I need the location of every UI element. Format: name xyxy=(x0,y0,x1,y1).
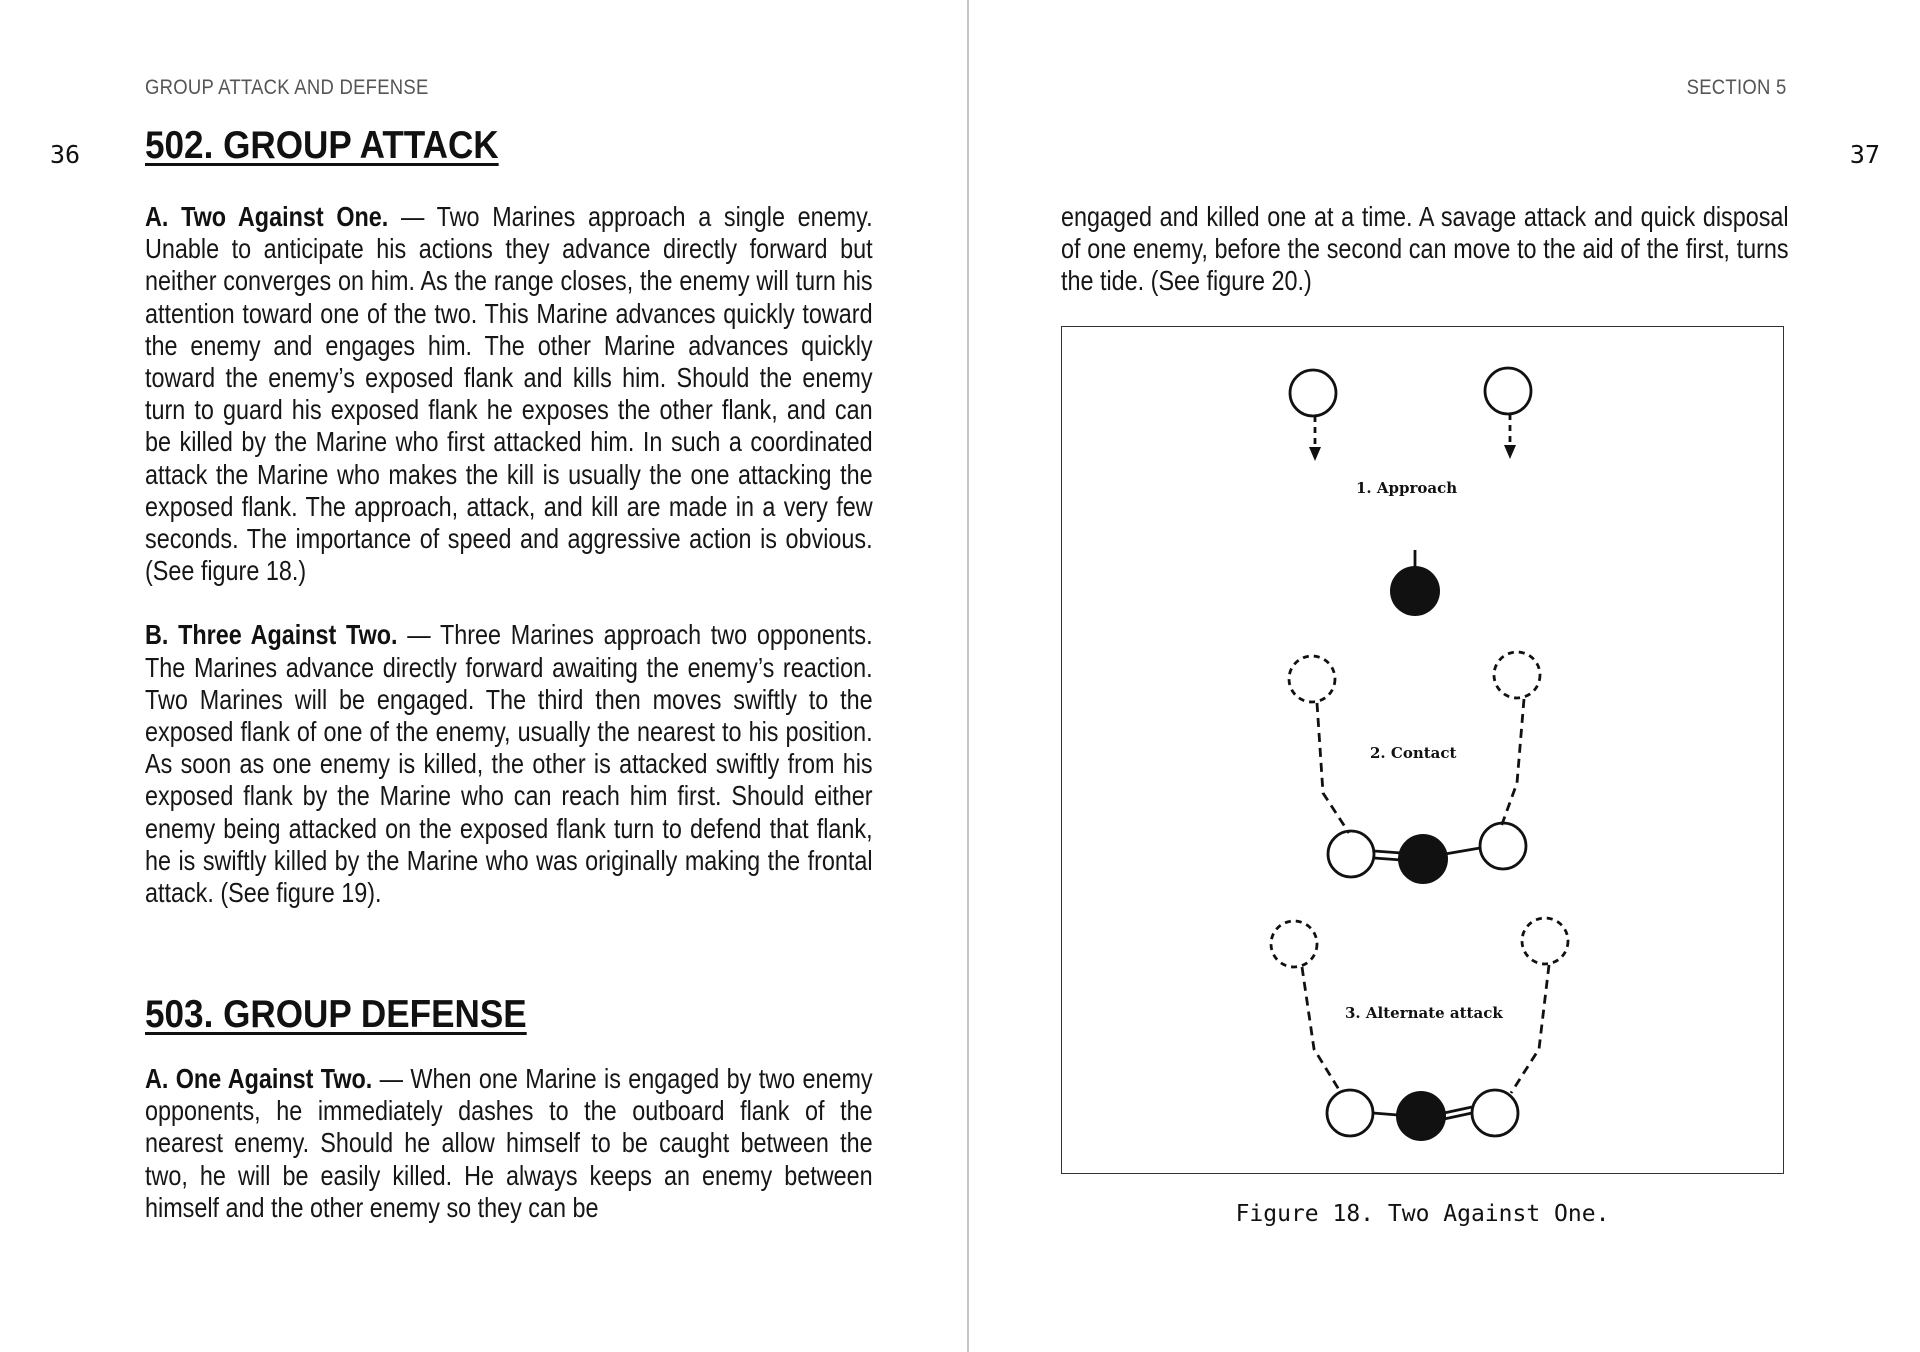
running-head-right: SECTION 5 xyxy=(1687,76,1787,99)
paragraph-two-against-one xyxy=(145,201,873,587)
page-number-right: 37 xyxy=(1849,140,1880,169)
page-divider xyxy=(967,0,969,1352)
paragraph-text: — Three Marines approach two opponents. The Marines advance directly forward awaiting the enemy’s reaction. Two Marines will be engaged. The third then moves swiftly to the exposed flank of one of the enemy, usually the nearest to his position. As soon as one enemy is killed, the other is attacked swiftly from his exposed flank by the Marine who can reach him first. Should either enemy being attacked on the exposed flank turn to defend that flank, he is swiftly killed by the Marine who was originally making the frontal attack. (See figure 19). xyxy=(145,619,873,909)
marine-start-1-icon xyxy=(1289,656,1335,702)
figure-caption: Figure 18. Two Against One. xyxy=(1235,1201,1610,1227)
marine-2-alt-icon xyxy=(1472,1090,1518,1136)
page-number-left: 36 xyxy=(50,140,81,169)
arrow-head-2 xyxy=(1504,445,1516,459)
enemy-alt-icon xyxy=(1396,1091,1446,1141)
section-502-heading: 502. GROUP ATTACK xyxy=(145,124,499,167)
section-503-body xyxy=(145,1063,873,1224)
marine-alt-start-1-icon xyxy=(1271,921,1317,967)
paragraph-lead: A. Two Against One. xyxy=(145,201,389,232)
paragraph-lead: A. One Against Two. xyxy=(145,1063,373,1094)
alt-link-1 xyxy=(1373,1113,1398,1115)
running-head-left: GROUP ATTACK AND DEFENSE xyxy=(145,76,429,99)
alternate-path-2 xyxy=(1511,965,1549,1093)
paragraph-lead: B. Three Against Two. xyxy=(145,619,398,651)
arrow-head-1 xyxy=(1309,447,1321,461)
contact-link-2 xyxy=(1445,848,1480,854)
marine-1-contact-icon xyxy=(1328,831,1374,877)
alt-link-2 xyxy=(1444,1107,1472,1113)
section-502-body xyxy=(145,201,873,909)
section-503-heading: 503. GROUP DEFENSE xyxy=(145,993,527,1036)
continued-text xyxy=(1061,201,1789,298)
continued-paragraph: engaged and killed one at a time. A savage attack and quick disposal of one enemy, before the second can move to the aid of the first, turns the tide. (See figure 20.) xyxy=(1061,201,1789,297)
label-alternate-attack: 3. Alternate attack xyxy=(1345,1004,1503,1022)
enemy-contact-icon xyxy=(1398,834,1448,884)
paragraph-three-against-two xyxy=(145,619,873,909)
contact-link-1b xyxy=(1374,858,1401,860)
paragraph-text: — When one Marine is engaged by two enemy opponents, he immediately dashes to the outboard flank of the nearest enemy. Should he allow himself to be caught between the two, he will be easily killed. He always keeps an enemy between himself and the other enemy so they can be xyxy=(145,1063,873,1223)
label-approach: 1. Approach xyxy=(1356,479,1458,497)
contact-path-2 xyxy=(1501,699,1524,827)
label-contact: 2. Contact xyxy=(1370,744,1457,762)
paragraph-text: — Two Marines approach a single enemy. Unable to anticipate his actions they advance directly forward but neither converges on him. As the range closes, the enemy will turn his attention toward one of the two. This Marine advances quickly toward the enemy and engages him. The other Marine advances quickly toward the enemy’s exposed flank and kills him. Should the enemy turn to guard his exposed flank he exposes the other flank, and can be killed by the Marine who first attacked him. In such a coordinated attack the Marine who makes the kill is usually the one attacking the exposed flank. The approach, attack, and kill are made in a very few seconds. The importance of speed and aggressive action is obvious. (See figure 18.) xyxy=(145,201,873,587)
alt-link-2b xyxy=(1444,1113,1472,1119)
enemy-approach-icon xyxy=(1390,566,1440,616)
figure-18-frame xyxy=(1061,326,1784,1174)
paragraph-one-against-two xyxy=(145,1063,873,1224)
marine-start-2-icon xyxy=(1494,652,1540,698)
contact-link-1 xyxy=(1374,851,1401,853)
marine-2-icon xyxy=(1485,368,1531,414)
marine-1-alt-icon xyxy=(1327,1090,1373,1136)
figure-18-diagram xyxy=(1062,327,1782,1172)
marine-1-icon xyxy=(1290,370,1336,416)
marine-alt-start-2-icon xyxy=(1522,918,1568,964)
marine-2-contact-icon xyxy=(1480,823,1526,869)
contact-path-1 xyxy=(1317,703,1349,833)
alternate-path-1 xyxy=(1302,967,1341,1093)
